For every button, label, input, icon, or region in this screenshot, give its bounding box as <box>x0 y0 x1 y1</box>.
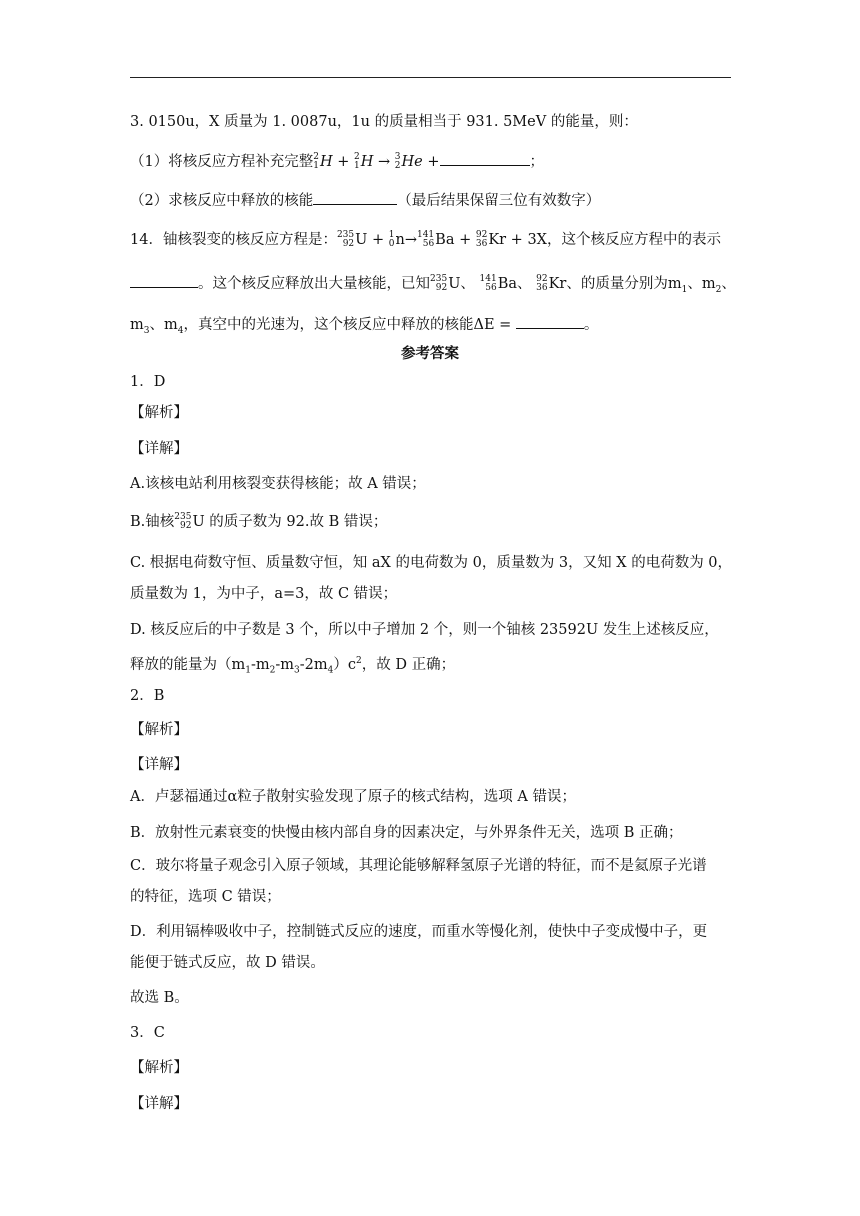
n-isotope: 1 0 <box>388 230 395 249</box>
answer-blank[interactable] <box>130 273 198 288</box>
a2-option-c-1: C．玻尔将量子观念引入原子领域，其理论能够解释氢原子光谱的特征，而不是氦原子光谱 <box>130 858 707 874</box>
u235-isotope: 235 92 <box>430 274 448 293</box>
text: 释放的能量为（m <box>130 656 246 673</box>
answer-3: 3．C <box>130 1025 165 1041</box>
u235-isotope: 235 92 <box>336 230 355 249</box>
q14-line3-text: ，真空中的光速为，这个核反应中释放的核能ΔE = <box>183 317 516 333</box>
detail-label: 【详解】 <box>130 441 188 457</box>
a1-option-a: A.该核电站利用核裂变获得核能；故 A 错误； <box>130 476 426 492</box>
neutron-symbol: n→ <box>395 232 417 248</box>
plus-sign: + <box>337 154 350 170</box>
a1-option-d-1: D. 核反应后的中子数是 3 个，所以中子增加 2 个，则一个铀核 23592U 发生上述核反应， <box>130 622 719 638</box>
text: 。 <box>583 317 599 333</box>
a2-option-c-2: 的特征，选项 C 错误； <box>130 889 281 905</box>
ba-symbol: Ba <box>435 232 455 248</box>
text: ）c <box>333 656 356 673</box>
subscript: 3 <box>143 325 150 336</box>
q13-part1-end: ； <box>529 154 544 170</box>
text: B.铀核 <box>130 514 175 530</box>
u-symbol: U <box>355 232 368 248</box>
subscript: 1 <box>681 284 688 295</box>
text: 、m <box>687 276 716 292</box>
h-symbol-1: H <box>319 154 333 170</box>
q14-line2-text: 。这个核反应释放出大量核能，已知 <box>198 276 430 292</box>
answers-title: 参考答案 <box>401 345 459 362</box>
text: -2m <box>299 656 328 673</box>
u235-isotope: 235 92 <box>174 512 192 531</box>
answer-blank[interactable] <box>440 151 530 166</box>
h2-isotope-2: 2 1 <box>354 152 360 171</box>
analysis-label: 【解析】 <box>130 722 188 738</box>
a2-option-d-2: 能便于链式反应，故 D 错误。 <box>130 955 325 971</box>
plus-sign-2: + <box>427 154 440 170</box>
q13-part2-note: （最后结果保留三位有效数字） <box>397 193 601 209</box>
q14-line3 <box>130 314 598 341</box>
text: -m <box>250 656 270 673</box>
header-rule <box>130 77 731 78</box>
kr92-isotope: 92 36 <box>536 274 548 293</box>
subscript: 4 <box>177 325 184 336</box>
q13-part1 <box>130 151 544 172</box>
a1-option-d-2: 释放的能量为$(m_1-m_2-m_3-2m_4)c^2$，故 D 正确； <box>130 656 456 676</box>
q13-part1-prefix: （1）将核反应方程补充完整 <box>130 154 314 170</box>
q13-part2-prefix: （2）求核反应中释放的核能 <box>130 193 314 209</box>
a1-option-b <box>130 512 387 532</box>
h2-isotope: 2 1 <box>313 152 319 171</box>
arrow: → <box>378 154 391 170</box>
he-symbol: He <box>401 154 423 170</box>
q14-line1 <box>130 230 721 250</box>
text: -m <box>275 656 295 673</box>
a2-option-d-1: D．利用镉棒吸收中子，控制链式反应的速度，而重水等慢化剂，使快中子变成慢中子，更 <box>130 924 708 940</box>
u-symbol: U、 <box>448 276 475 292</box>
kr-symbol: Kr、的质量分别为m <box>548 276 682 292</box>
plus-sign: + <box>454 232 476 248</box>
kr92-isotope: 92 36 <box>475 230 488 249</box>
ba141-isotope: 141 56 <box>479 274 497 293</box>
answer-blank[interactable] <box>313 190 397 205</box>
analysis-label: 【解析】 <box>130 405 188 421</box>
a1-option-c-2: 质量数为 1，为中子，a=3，故 C 错误； <box>130 586 398 602</box>
he3-isotope: 3 2 <box>394 152 401 171</box>
subscript: 2 <box>715 284 722 295</box>
a2-option-b: B．放射性元素衰变的快慢由核内部自身的因素决定，与外界条件无关，选项 B 正确； <box>130 825 683 841</box>
detail-label: 【详解】 <box>130 1096 188 1112</box>
answer-2: 2．B <box>130 688 165 704</box>
answer-blank[interactable] <box>516 314 584 329</box>
text: m <box>130 317 144 333</box>
text: 、 <box>721 276 736 292</box>
ba-symbol: Ba、 <box>497 276 532 292</box>
plus-sign: + <box>367 232 389 248</box>
a2-option-a: A．卢瑟福通过α粒子散射实验发现了原子的核式结构，选项 A 错误； <box>130 789 576 805</box>
a2-conclusion: 故选 B。 <box>130 990 189 1006</box>
analysis-label: 【解析】 <box>130 1060 188 1076</box>
answer-1: 1．D <box>130 374 166 390</box>
text: 、m <box>149 317 178 333</box>
q13-line1: 3. 0150u，X 质量为 1. 0087u，1u 的质量相当于 931. 5MeV 的能量，则： <box>130 114 638 130</box>
detail-label: 【详解】 <box>130 757 188 773</box>
q14-line2 <box>130 273 736 300</box>
u-symbol: U <box>192 514 205 530</box>
q14-head: 14．铀核裂变的核反应方程是： <box>130 232 337 248</box>
ba141-isotope: 141 56 <box>416 230 435 249</box>
q13-part2 <box>130 190 600 211</box>
text: ，故 D 正确； <box>361 656 456 673</box>
a1-option-c-1: C. 根据电荷数守恒、质量数守恒，知 aX 的电荷数为 0，质量数为 3，又知 X 的电荷数为 0， <box>130 555 733 571</box>
text: 的质子数为 92.故 B 错误； <box>204 514 388 530</box>
h-symbol-2: H <box>360 154 374 170</box>
kr-symbol: Kr + 3X，这个核反应方程中的表示 <box>488 232 721 248</box>
